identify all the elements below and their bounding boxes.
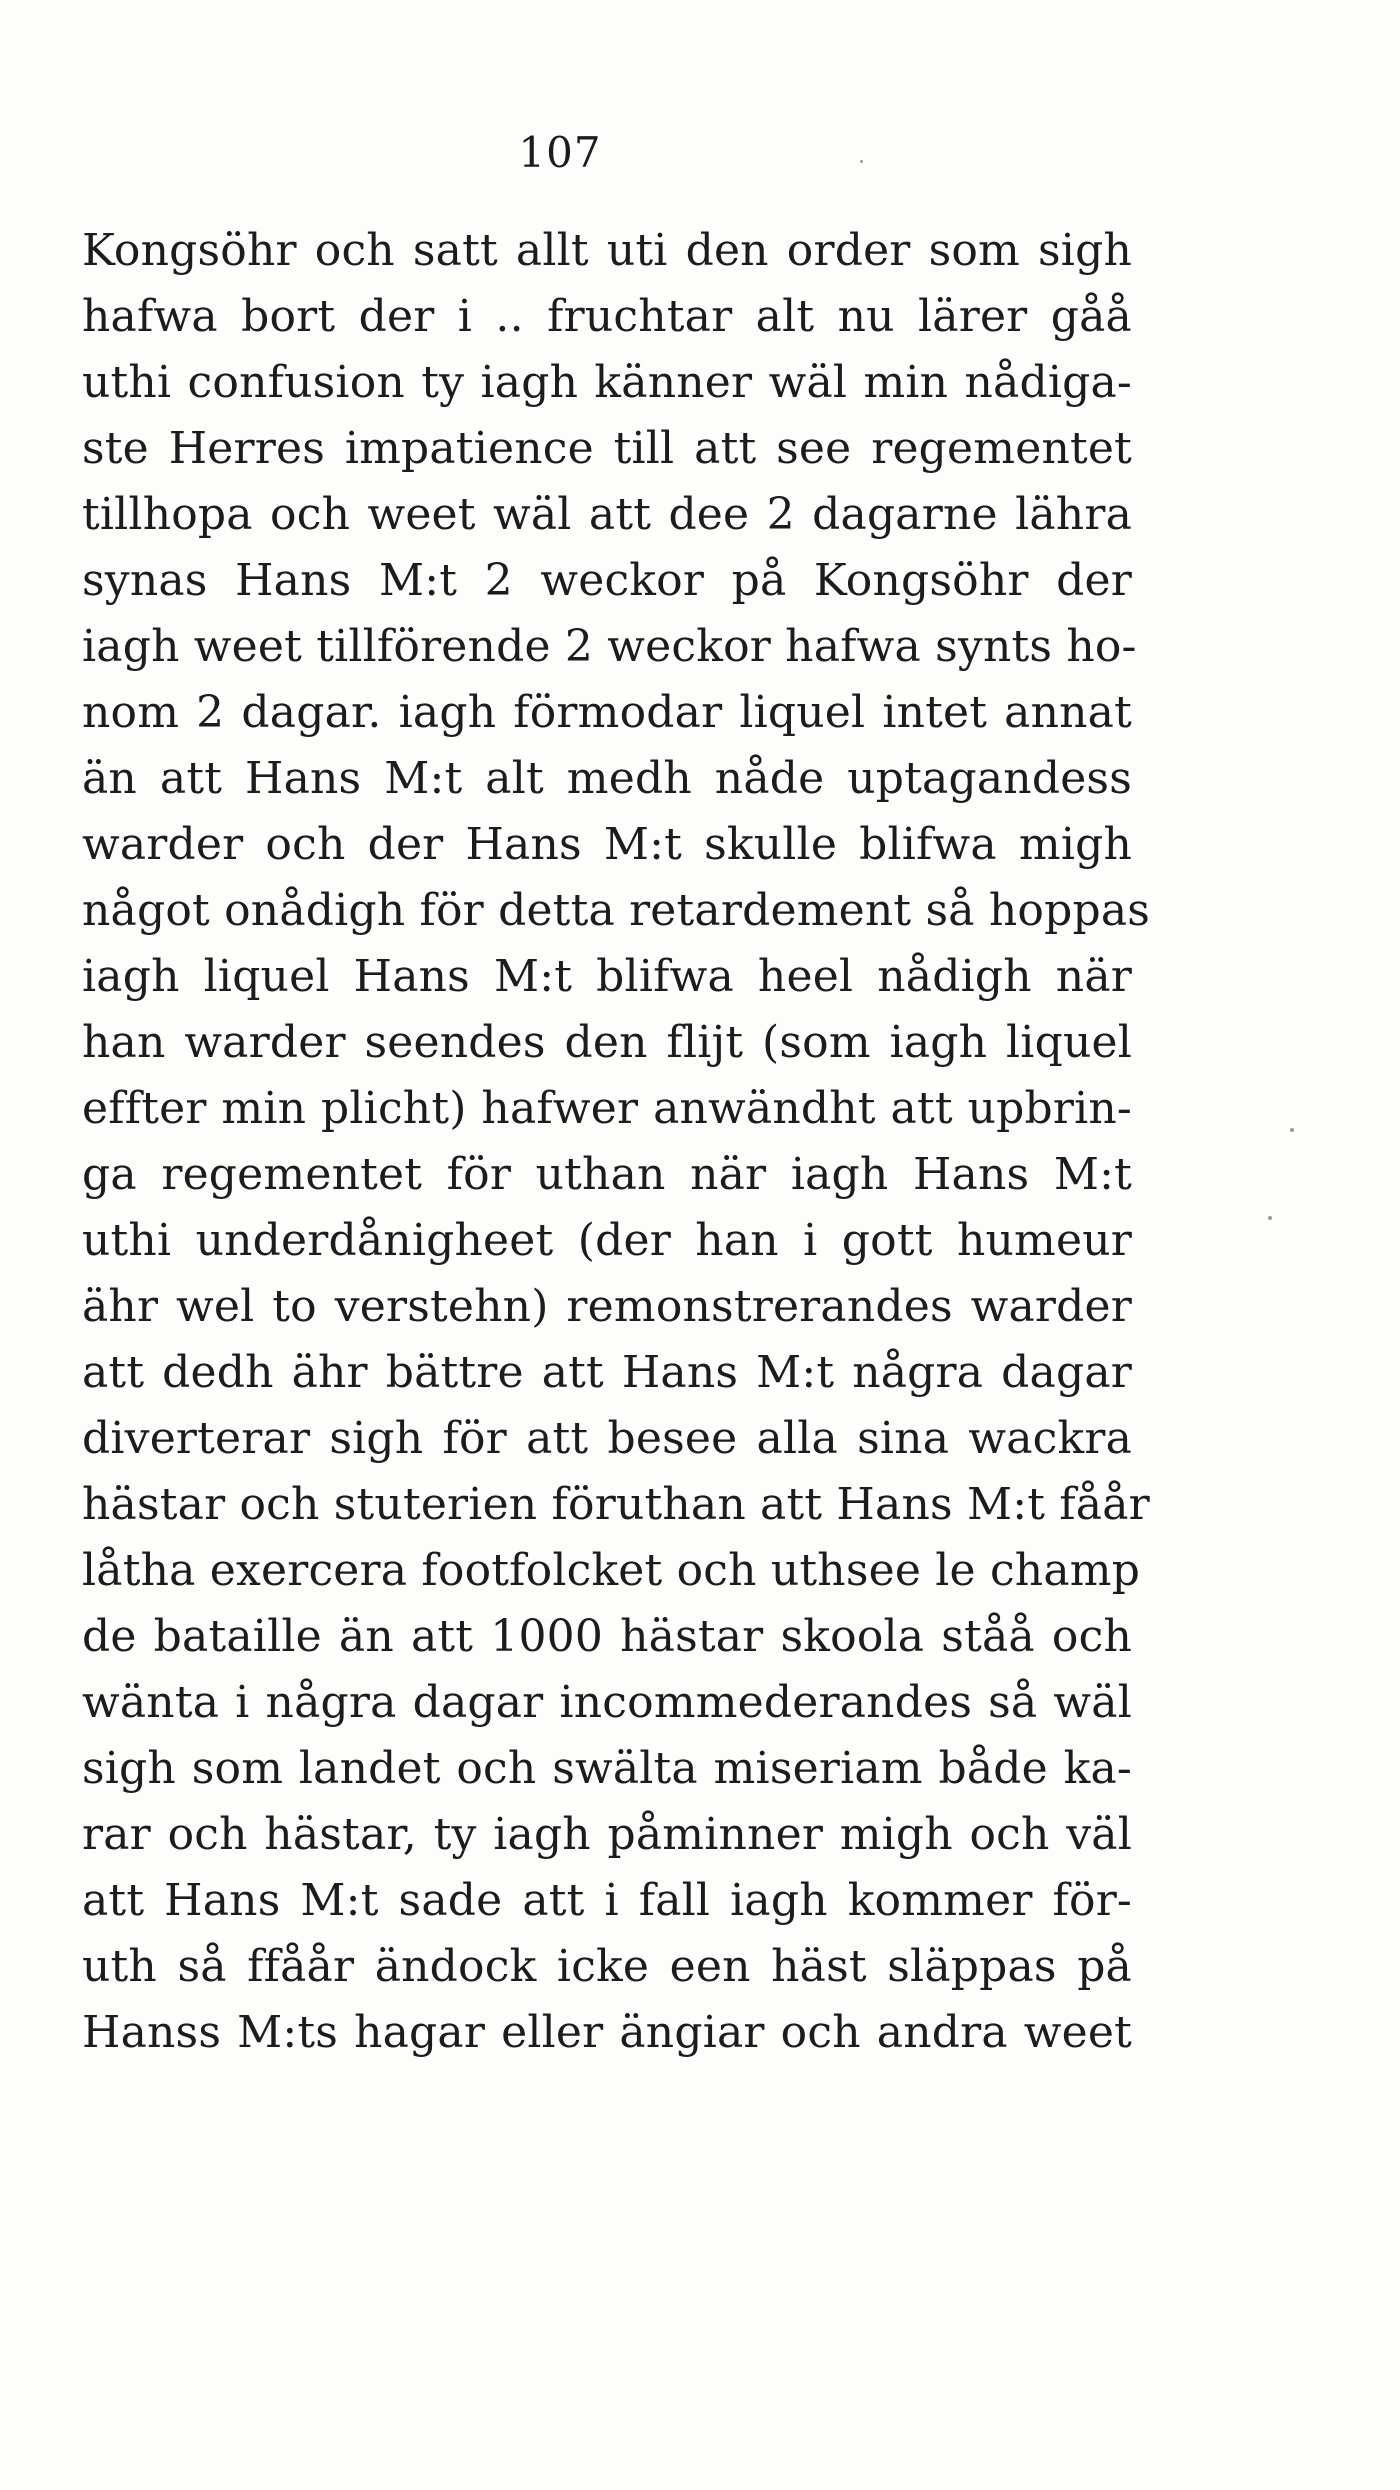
text-line: iagh weet tillförende 2 weckor hafwa synts ho- (82, 621, 1137, 672)
text-line: uthi underdånigheet (der han i gott humeur (82, 1215, 1132, 1266)
text-line: synas Hans M:t 2 weckor på Kongsöhr der (82, 555, 1132, 606)
paper-speck (1268, 1216, 1272, 1220)
body-text (82, 218, 1151, 2066)
text-line: wänta i några dagar incommederandes så wäl (82, 1677, 1132, 1728)
text-line: än att Hans M:t alt medh nåde uptagandess (82, 753, 1132, 804)
text-line: diverterar sigh för att besee alla sina wackra (82, 1413, 1132, 1464)
text-line: tillhopa och weet wäl att dee 2 dagarne lähra (82, 489, 1132, 540)
text-line: effter min plicht) hafwer anwändht att upbrin- (82, 1083, 1132, 1134)
text-line: de bataille än att 1000 hästar skoola ståå och (82, 1611, 1132, 1662)
text-line: hästar och stuterien föruthan att Hans M:t fåår (82, 1479, 1150, 1530)
text-line: Kongsöhr och satt allt uti den order som sigh (82, 225, 1132, 276)
text-line: att Hans M:t sade att i fall iagh kommer för- (82, 1875, 1132, 1926)
text-line: ste Herres impatience till att see regementet (82, 423, 1132, 474)
text-line: sigh som landet och swälta miseriam både ka- (82, 1743, 1132, 1794)
text-line: uth så ffåår ändock icke een häst släppas på (82, 1941, 1132, 1992)
text-line: nom 2 dagar. iagh förmodar liquel intet annat (82, 687, 1132, 738)
text-line: uthi confusion ty iagh känner wäl min nådiga- (82, 357, 1132, 408)
text-line: att dedh ähr bättre att Hans M:t några dagar (82, 1347, 1132, 1398)
text-line: Hanss M:ts hagar eller ängiar och andra weet (82, 2007, 1132, 2058)
paper-speck (1290, 1128, 1294, 1132)
paper-speck (860, 160, 863, 163)
text-line: warder och der Hans M:t skulle blifwa migh (82, 819, 1132, 870)
text-line: han warder seendes den flijt (som iagh liquel (82, 1017, 1132, 1068)
text-line: något onådigh för detta retardement så hoppas (82, 885, 1151, 936)
text-line: ga regementet för uthan när iagh Hans M:t (82, 1149, 1132, 1200)
text-line: iagh liquel Hans M:t blifwa heel nådigh när (82, 951, 1132, 1002)
text-line: ähr wel to verstehn) remonstrerandes warder (82, 1281, 1132, 1332)
text-line: rar och hästar, ty iagh påminner migh och väl (82, 1809, 1132, 1860)
text-line: låtha exercera footfolcket och uthsee le champ (82, 1545, 1141, 1596)
page-number: 107 (518, 128, 602, 177)
text-line: hafwa bort der i .. fruchtar alt nu lärer gåå (82, 291, 1132, 342)
